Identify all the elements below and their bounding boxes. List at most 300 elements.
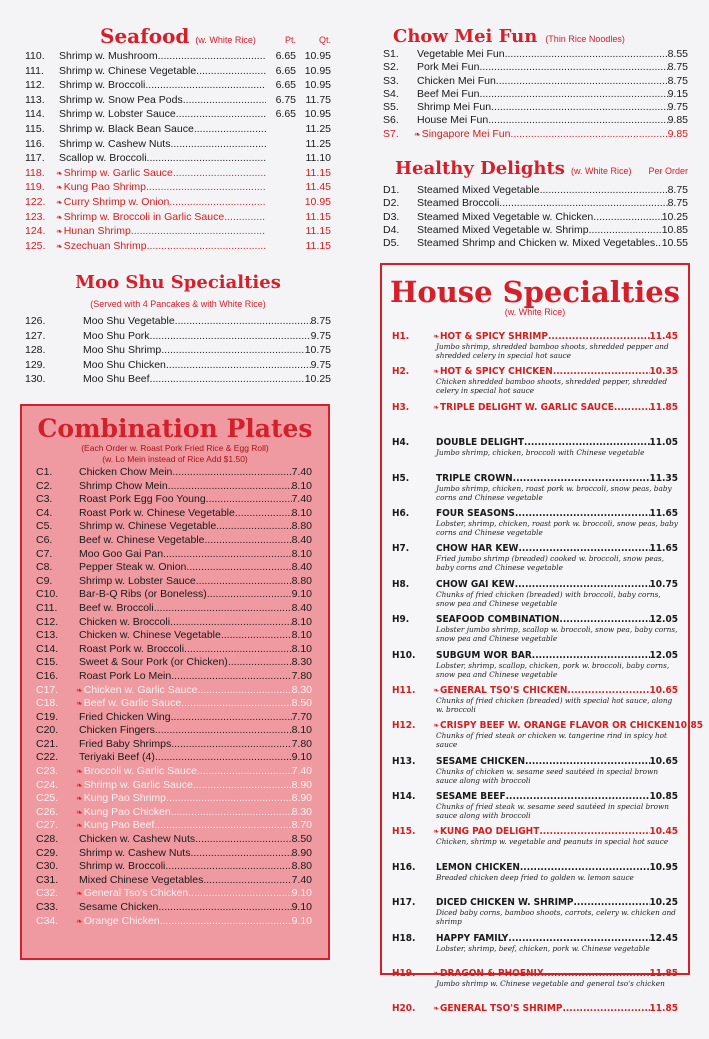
house-item-row — [392, 685, 678, 696]
leader-dots — [224, 211, 266, 223]
item-name: Moo Shu Beef — [83, 373, 150, 386]
house-item-row — [392, 826, 678, 837]
item-number: H19. — [392, 968, 416, 980]
menu-item-row — [25, 196, 331, 211]
menu-item-row — [25, 211, 331, 226]
house-item — [392, 968, 678, 1003]
item-number: 128. — [25, 344, 46, 357]
item-price: 9.10 — [291, 901, 312, 913]
leader-dots — [496, 75, 668, 87]
item-number: D4. — [383, 223, 400, 236]
menu-item-row — [36, 779, 312, 793]
item-name: GENERAL TSO'S SHRIMP — [440, 1003, 563, 1015]
item-price: 9.10 — [291, 751, 312, 764]
item-description: Chicken, shrimp w. vegetable and peanuts in special hot sauce — [436, 837, 669, 847]
leader-dots — [197, 765, 292, 777]
menu-item-row — [36, 765, 312, 779]
item-description: Chunks of fried steak w. sesame seed sautéed in special brown sauce along with broccoli — [436, 802, 669, 821]
seafood-title: Seafood — [100, 24, 190, 48]
house-specialties-section — [380, 263, 703, 1015]
menu-item-row — [25, 138, 331, 153]
leader-dots — [168, 480, 292, 492]
house-item — [392, 720, 703, 755]
item-name: LEMON CHICKEN — [436, 861, 520, 873]
menu-item-row — [36, 751, 312, 765]
house-item-row — [392, 968, 678, 979]
item-number: H10. — [392, 649, 416, 661]
combination-list — [36, 466, 312, 928]
chili-pepper-icon: ❧ — [56, 227, 63, 237]
item-name: Shrimp w. Cashew Nuts — [59, 137, 171, 150]
item-price: 8.10 — [291, 506, 312, 519]
leader-dots — [171, 806, 292, 818]
leader-dots — [567, 685, 649, 696]
item-price-pint: 6.75 — [275, 93, 296, 106]
item-name: TRIPLE CROWN — [436, 472, 513, 484]
item-price: 9.10 — [291, 588, 312, 601]
item-description: Chunks of fried steak or chicken w. tangerine rind in spicy hot sauce — [436, 731, 667, 750]
chow-mei-fun-section — [383, 26, 688, 141]
item-name: Shrimp w. Chinese Vegetable — [59, 64, 197, 77]
item-number: 123. — [25, 210, 46, 223]
leader-dots — [169, 196, 266, 208]
menu-item-row — [383, 237, 688, 250]
item-number: 130. — [25, 373, 46, 386]
item-price: 8.50 — [291, 833, 312, 846]
menu-item-row — [25, 344, 331, 359]
item-price: 10.75 — [304, 344, 331, 357]
item-price-quart: 11.75 — [305, 93, 331, 106]
item-number: 118. — [25, 166, 45, 179]
item-price: 7.40 — [291, 765, 312, 778]
item-price: 8.10 — [291, 547, 312, 560]
house-item — [392, 685, 678, 720]
item-number: C29. — [36, 846, 59, 859]
item-description: Jumbo shrimp, chicken, roast pork w. broccoli, snow peas, baby corns and Chinese vegetable — [436, 483, 672, 502]
item-name: Roast Pork Egg Foo Young — [79, 493, 206, 506]
chili-pepper-icon: ❧ — [433, 1004, 440, 1014]
item-name: Steamed Broccoli — [417, 197, 500, 210]
menu-item-row — [25, 123, 331, 138]
item-description: Lobster, shrimp, beef, chicken, pork w. Chinese vegetable — [436, 943, 650, 953]
menu-item-row — [25, 373, 331, 388]
item-name: House Mei Fun — [417, 114, 489, 127]
item-number: C24. — [36, 778, 59, 791]
menu-item-row — [36, 670, 312, 684]
item-name: Moo Shu Vegetable — [83, 315, 175, 327]
leader-dots — [228, 656, 292, 668]
item-number: H13. — [392, 755, 416, 767]
menu-item-row — [36, 493, 312, 507]
house-item-row — [392, 579, 678, 590]
item-number: C12. — [36, 615, 59, 628]
item-price-pint: 6.65 — [275, 50, 296, 62]
house-item — [392, 756, 678, 791]
menu-item-row — [383, 197, 688, 210]
item-number: H16. — [392, 861, 416, 873]
house-item — [392, 508, 678, 543]
house-item — [392, 862, 678, 897]
menu-item-row — [36, 575, 312, 589]
house-item — [392, 366, 678, 401]
menu-item-row — [383, 128, 688, 141]
item-number: 111. — [25, 64, 44, 77]
item-name: Roast Pork Lo Mein — [79, 669, 172, 682]
chili-pepper-icon: ❧ — [433, 969, 440, 979]
house-item — [392, 791, 678, 826]
item-name: DICED CHICKEN W. SHRIMP — [436, 897, 574, 909]
leader-dots — [183, 94, 266, 106]
item-number: 124. — [25, 225, 46, 238]
item-number: H15. — [392, 826, 416, 838]
leader-dots — [184, 643, 292, 655]
item-price: 10.25 — [304, 373, 331, 386]
item-number: C34. — [36, 914, 59, 927]
moo-shu-section — [25, 272, 331, 388]
chili-pepper-icon: ❧ — [56, 241, 63, 251]
item-number: D5. — [383, 237, 400, 250]
item-number: 122. — [25, 195, 46, 208]
chili-pepper-icon: ❧ — [433, 367, 440, 377]
item-price: 11.45 — [649, 331, 678, 342]
item-price: 10.95 — [649, 861, 678, 873]
leader-dots — [145, 79, 266, 91]
item-name: Kung Pao Beef — [83, 819, 155, 832]
leader-dots — [170, 616, 292, 628]
item-number: H14. — [392, 791, 416, 803]
item-price: 10.45 — [649, 826, 678, 838]
leader-dots — [195, 833, 291, 845]
menu-item-row — [36, 860, 312, 874]
item-description: Diced baby corns, bamboo shoots, carrots, celery w. chicken and shrimp — [436, 908, 676, 927]
item-name: Shrimp Mei Fun — [417, 101, 492, 114]
house-item-row — [392, 933, 678, 944]
menu-item-row — [25, 65, 331, 80]
item-name: General Tso's Chicken — [83, 887, 189, 900]
menu-item-row — [383, 184, 688, 197]
item-price-pint: 6.65 — [275, 64, 296, 77]
item-price-quart: 11.15 — [305, 225, 331, 238]
item-price: 12.05 — [649, 614, 678, 626]
item-name: Beef w. Chinese Vegetable — [79, 533, 205, 546]
item-number: C31. — [36, 873, 59, 886]
item-name: Singapore Mei Fun — [421, 127, 511, 140]
menu-item-row — [36, 561, 312, 575]
item-price-quart: 11.15 — [305, 210, 331, 223]
leader-dots — [221, 629, 292, 641]
leader-dots — [655, 237, 662, 249]
item-price: 7.40 — [291, 466, 312, 478]
item-name: Shrimp w. Black Bean Sauce — [59, 122, 194, 135]
menu-item-row — [36, 616, 312, 630]
house-item-row — [392, 897, 678, 908]
house-item-row — [392, 650, 678, 661]
item-name: Broccoli w. Garlic Sauce — [83, 765, 197, 778]
leader-dots — [173, 167, 266, 179]
leader-dots — [539, 826, 649, 837]
item-name: Shrimp w. Broccoli — [59, 79, 146, 92]
item-price: 10.65 — [649, 684, 678, 696]
leader-dots — [150, 373, 305, 385]
house-item — [392, 614, 678, 649]
menu-item-row — [36, 520, 312, 534]
menu-item-row — [383, 101, 688, 114]
house-item — [392, 897, 678, 932]
chow-mei-fun-title: Chow Mei Fun — [393, 26, 538, 47]
item-price: 11.85 — [649, 401, 678, 413]
healthy-title: Healthy Delights — [395, 158, 565, 179]
leader-dots — [207, 588, 292, 600]
item-number: S4. — [383, 87, 399, 100]
item-name: HAPPY FAMILY — [436, 932, 509, 944]
item-name: Shrimp w. Snow Pea Pods — [59, 93, 183, 106]
item-price: 8.30 — [291, 656, 312, 669]
chili-pepper-icon: ❧ — [56, 183, 63, 193]
item-price: 11.05 — [649, 437, 678, 449]
item-price: 8.55 — [667, 48, 688, 60]
item-price: 7.70 — [291, 710, 312, 723]
house-item-row — [392, 614, 678, 625]
item-number: D3. — [383, 210, 400, 223]
menu-item-row — [36, 847, 312, 861]
item-number: 110. — [25, 50, 45, 62]
item-number: C33. — [36, 901, 59, 913]
item-number: C14. — [36, 642, 59, 655]
chili-pepper-icon: ❧ — [433, 332, 440, 341]
item-price-quart: 11.15 — [305, 166, 331, 179]
house-list — [392, 331, 703, 1039]
item-number: C7. — [36, 547, 53, 560]
item-price: 11.65 — [649, 507, 678, 519]
chow-mei-fun-header — [383, 26, 688, 48]
item-name: HOT & SPICY SHRIMP — [440, 331, 548, 342]
leader-dots — [614, 402, 650, 413]
item-name: Mixed Chinese Vegetables — [79, 873, 204, 886]
item-price: 12.45 — [649, 932, 678, 944]
item-name: Moo Shu Shrimp — [83, 344, 162, 357]
menu-item-row — [25, 330, 331, 345]
combination-subtitle-2: (w. Lo Mein instead of Rice Add $1.50) — [102, 454, 248, 464]
item-price: 9.10 — [291, 887, 312, 900]
item-price: 10.85 — [649, 791, 678, 803]
item-number: C27. — [36, 819, 59, 832]
item-name: Sweet & Sour Pork (or Chicken) — [79, 656, 228, 669]
item-number: C25. — [36, 792, 59, 805]
item-price-pint: 6.65 — [275, 79, 296, 92]
item-price-quart: 10.95 — [304, 64, 331, 77]
item-number: 116. — [25, 137, 45, 150]
item-number: H5. — [392, 472, 410, 484]
item-name: Moo Shu Chicken — [83, 358, 166, 371]
chili-pepper-icon: ❧ — [56, 168, 63, 178]
item-number: H3. — [392, 401, 410, 413]
item-price-quart: 10.95 — [304, 79, 331, 92]
item-number: 112. — [25, 79, 45, 92]
leader-dots — [562, 1003, 649, 1014]
item-price: 11.35 — [649, 472, 678, 484]
menu-item-row — [383, 211, 688, 224]
seafood-header — [25, 24, 331, 50]
item-price: 8.75 — [667, 61, 688, 74]
item-number: H6. — [392, 507, 410, 519]
item-number: H9. — [392, 614, 410, 626]
chili-pepper-icon: ❧ — [76, 780, 83, 790]
house-item-row — [392, 720, 703, 732]
menu-item-row — [36, 724, 312, 738]
menu-item-row — [36, 466, 312, 480]
leader-dots — [593, 211, 661, 223]
menu-item-row — [383, 224, 688, 237]
item-name: Roast Pork w. Chinese Vegetable — [79, 506, 235, 519]
item-number: 119. — [25, 181, 45, 194]
item-number: C26. — [36, 805, 59, 818]
leader-dots — [479, 61, 667, 73]
healthy-per-order: Per Order — [648, 166, 688, 176]
item-name: Vegetable Mei Fun — [417, 48, 505, 60]
item-name: Shrimp w. Cashew Nuts — [79, 846, 191, 859]
leader-dots — [205, 534, 292, 546]
item-price: 9.85 — [667, 114, 688, 127]
leader-dots — [518, 543, 649, 554]
item-price: 9.10 — [291, 914, 312, 927]
house-item — [392, 826, 678, 861]
item-price: 8.75 — [667, 197, 688, 210]
item-name: SUBGUM WOR BAR — [436, 649, 532, 661]
combination-subtitle-1: (Each Order w. Roast Pork Fried Rice & Egg Roll) — [81, 443, 269, 453]
item-price: 7.80 — [291, 737, 312, 750]
item-number: C2. — [36, 479, 53, 492]
leader-dots — [166, 792, 292, 804]
leader-dots — [171, 711, 292, 723]
item-number: C8. — [36, 561, 53, 574]
house-subtitle: (w. White Rice) — [504, 307, 566, 317]
leader-dots — [147, 240, 266, 252]
item-number: S2. — [383, 61, 399, 74]
leader-dots — [559, 614, 649, 625]
leader-dots — [193, 779, 292, 791]
leader-dots — [499, 197, 667, 209]
menu-item-row — [36, 901, 312, 915]
item-name: Pork Mei Fun — [417, 61, 480, 74]
leader-dots — [513, 473, 650, 484]
menu-item-row — [25, 315, 331, 330]
leader-dots — [170, 138, 266, 150]
house-item — [392, 331, 678, 366]
item-description: Chicken shredded bamboo shoots, shredded pepper, shredded celery in special hot sauce — [436, 377, 668, 396]
item-price: 9.75 — [310, 358, 331, 371]
leader-dots — [532, 650, 650, 661]
menu-item-row — [36, 697, 312, 711]
item-description: Jumbo shrimp, chicken, broccoli with Chinese vegetable — [436, 448, 645, 458]
item-price: 8.80 — [291, 520, 312, 533]
item-description: Jumbo shrimp w. Chinese vegetable and general tso's chicken — [436, 979, 665, 989]
item-number: C1. — [36, 466, 53, 478]
menu-item-row — [36, 887, 312, 901]
menu-item-row — [36, 629, 312, 643]
item-price: 7.40 — [291, 873, 312, 886]
chili-pepper-icon: ❧ — [56, 212, 63, 222]
leader-dots — [172, 466, 291, 478]
item-number: H11. — [392, 684, 416, 696]
item-number: C10. — [36, 588, 59, 601]
item-number: 126. — [25, 315, 46, 327]
menu-item-row — [25, 359, 331, 374]
seafood-subtitle: (w. White Rice) — [195, 35, 256, 45]
item-price-quart: 11.25 — [305, 137, 331, 150]
item-name: Shrimp w. Lobster Sauce — [59, 108, 176, 121]
item-price: 11.65 — [649, 543, 678, 555]
item-name: Shrimp Chow Mein — [79, 479, 168, 492]
moo-shu-subtitle: (Served with 4 Pancakes & with White Rice) — [90, 299, 266, 309]
house-item — [392, 1003, 678, 1038]
item-price: 8.90 — [291, 846, 312, 859]
house-item-row — [392, 1003, 678, 1014]
leader-dots — [235, 507, 292, 519]
item-number: C5. — [36, 520, 53, 533]
item-name: Chicken w. Garlic Sauce — [83, 683, 198, 696]
item-number: 115. — [25, 122, 45, 135]
item-price: 8.80 — [291, 574, 312, 587]
item-description: Chunks of chicken w. sesame seed sautéed in special brown sauce along with broccoli — [436, 766, 659, 785]
chili-pepper-icon: ❧ — [76, 807, 83, 817]
item-name: Shrimp w. Mushroom — [59, 50, 158, 62]
item-name: Orange Chicken — [83, 914, 160, 927]
item-number: H2. — [392, 366, 410, 378]
menu-item-row — [25, 240, 331, 255]
item-description: Lobster jumbo shrimp, scallop w. broccoli, snow pea, baby corns, snow pea and Chinese vegetable — [436, 625, 678, 644]
item-price-quart: 10.95 — [304, 108, 331, 121]
house-item — [392, 437, 678, 472]
item-number: C16. — [36, 669, 59, 682]
item-number: C13. — [36, 629, 59, 642]
menu-item-row — [36, 792, 312, 806]
leader-dots — [171, 738, 291, 750]
menu-item-row — [25, 108, 331, 123]
leader-dots — [186, 561, 291, 573]
item-price: 10.85 — [674, 720, 703, 732]
item-price: 8.10 — [291, 642, 312, 655]
leader-dots — [196, 65, 266, 77]
chili-pepper-icon: ❧ — [76, 699, 83, 709]
item-name: Chicken w. Chinese Vegetable — [79, 629, 221, 642]
item-name: CRISPY BEEF W. ORANGE FLAVOR OR CHICKEN — [440, 720, 675, 732]
seafood-section — [25, 24, 331, 254]
item-price-quart: 11.10 — [305, 152, 331, 165]
item-price: 8.40 — [291, 601, 312, 614]
healthy-subtitle: (w. White Rice) — [570, 166, 632, 176]
leader-dots — [147, 152, 266, 164]
house-item — [392, 579, 678, 614]
healthy-delights-section — [383, 158, 688, 250]
item-name: Chicken w. Broccoli — [79, 615, 171, 628]
item-number: S7. — [383, 127, 399, 140]
item-name: Scallop w. Broccoli — [59, 152, 147, 165]
item-name: CHOW HAR KEW — [436, 543, 519, 555]
item-number: C9. — [36, 574, 53, 587]
menu-item-row — [25, 152, 331, 167]
item-number: C20. — [36, 724, 59, 737]
menu-item-row — [36, 874, 312, 888]
item-name: Kung Pao Shrimp — [63, 181, 147, 194]
item-name: Chicken Fingers — [79, 724, 155, 737]
item-number: C28. — [36, 833, 59, 846]
item-number: C6. — [36, 533, 53, 546]
item-price: 10.75 — [649, 578, 678, 590]
menu-item-row — [383, 61, 688, 74]
item-price: 8.50 — [291, 697, 312, 710]
chili-pepper-icon: ❧ — [76, 794, 83, 804]
item-name: KUNG PAO DELIGHT — [440, 826, 540, 838]
